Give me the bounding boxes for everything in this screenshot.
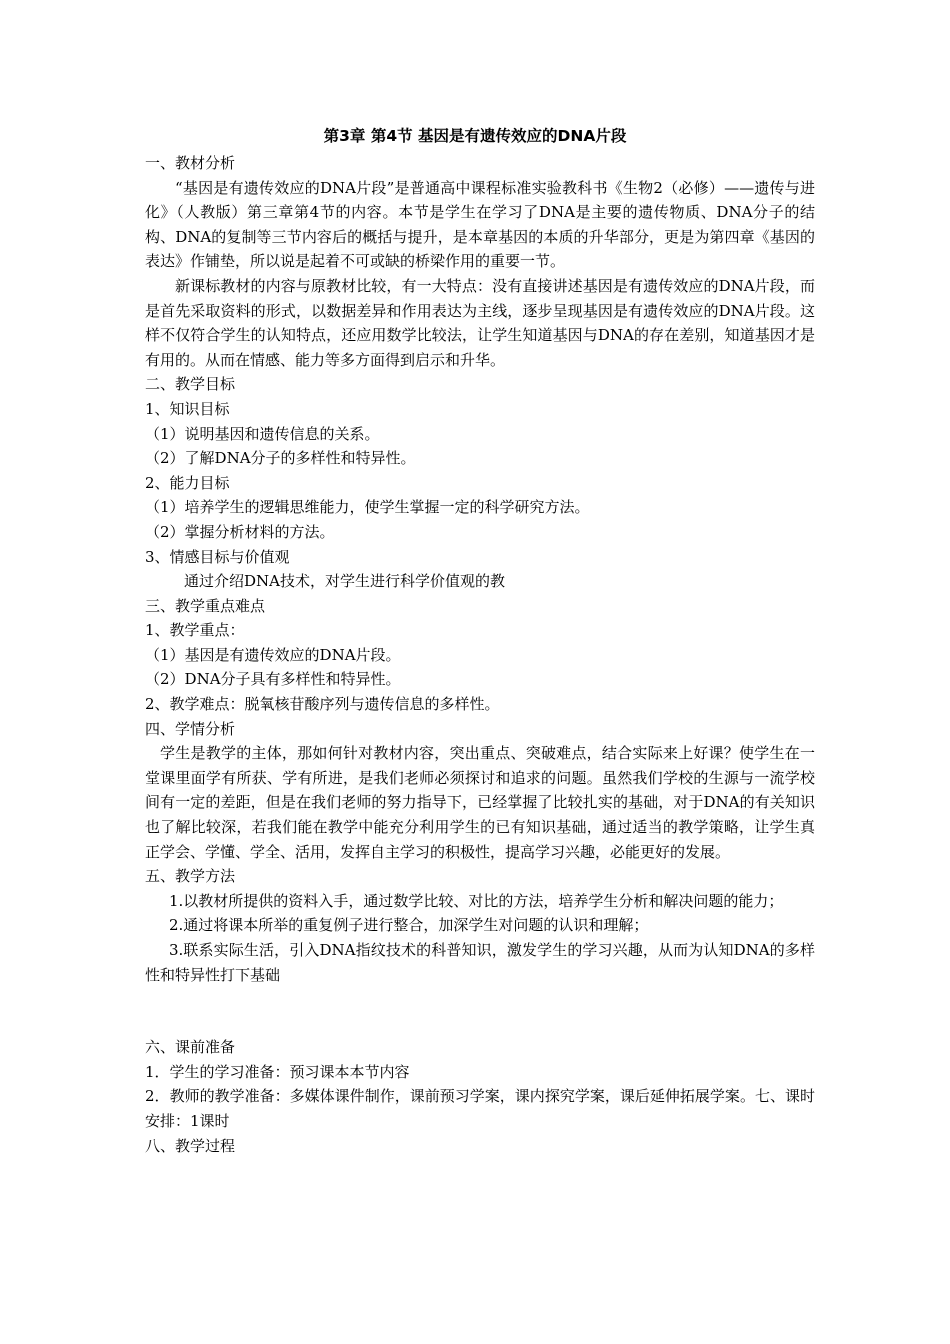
paragraph-student-analysis: 学生是教学的主体，那如何针对教材内容，突出重点、突破难点，结合实际来上好课？使学生在一堂课里面学有所获、学有所进，是我们老师必须探讨和追求的问题。虽然我们学校的生源与一流学校间有一定的差距，但是在我们老师的努力指导下，已经掌握了比较扎实的基础，对于DNA的有关知识也了解比较深，若我们能在教学中能充分利用学生的已有知识基础，通过适当的教学策略，让学生真正学会、学懂、学全、活用，发挥自主学习的积极性，提高学习兴趣，必能更好的发展。 <box>145 744 815 861</box>
emotion-goal-item: 通过介绍DNA技术，对学生进行科学价值观的教 <box>184 572 505 591</box>
method-item: 1.以教材所提供的资料入手，通过数学比较、对比的方法，培养学生分析和解决问题的能力； <box>169 891 784 910</box>
section-heading-student-analysis: 四、学情分析 <box>145 719 236 738</box>
method-item: 2.通过将课本所举的重复例子进行整合，加深学生对问题的认识和理解； <box>169 916 649 935</box>
key-point-item: （2）DNA分子具有多样性和特异性。 <box>145 670 401 689</box>
section-heading-teaching-process: 八、教学过程 <box>145 1136 236 1155</box>
section-heading-teaching-goals: 二、教学目标 <box>145 375 236 394</box>
section-heading-preparation: 六、课前准备 <box>145 1038 236 1057</box>
paragraph-material-comparison: 新课标教材的内容与原教材比较，有一大特点：没有直接讲述基因是有遗传效应的DNA片段，而是首先采取资料的形式，以数据差异和作用表达为主线，逐步呈现基因是有遗传效应的DNA片段。这样不仅符合学生的认知特点，还应用数学比较法，让学生知道基因与DNA的存在差别，知道基因才是有用的。从而在情感、能力等多方面得到启示和升华。 <box>145 276 815 369</box>
subheading-knowledge-goals: 1、知识目标 <box>145 399 230 418</box>
knowledge-goal-item: （2）了解DNA分子的多样性和特异性。 <box>145 449 416 468</box>
difficult-point: 2、教学难点：脱氧核苷酸序列与遗传信息的多样性。 <box>145 695 500 714</box>
subheading-ability-goals: 2、能力目标 <box>145 473 230 492</box>
ability-goal-item: （1）培养学生的逻辑思维能力，使学生掌握一定的科学研究方法。 <box>145 498 590 517</box>
preparation-item: 2．教师的教学准备：多媒体课件制作，课前预习学案，课内探究学案，课后延伸拓展学案。七、课时安排：1课时 <box>145 1087 815 1130</box>
method-item: 3.联系实际生活，引入DNA指纹技术的科普知识，激发学生的学习兴趣，从而为认知DNA的多样性和特异性打下基础 <box>145 941 815 984</box>
subheading-emotion-goals: 3、情感目标与价值观 <box>145 547 290 566</box>
section-heading-key-points: 三、教学重点难点 <box>145 596 266 615</box>
subheading-key-point: 1、教学重点： <box>145 621 245 640</box>
document-title: 第3章 第4节 基因是有遗传效应的DNA片段 <box>323 127 627 145</box>
document-body <box>145 151 815 1158</box>
preparation-item: 1．学生的学习准备：预习课本本节内容 <box>145 1062 410 1081</box>
key-point-item: （1）基因是有遗传效应的DNA片段。 <box>145 645 401 664</box>
knowledge-goal-item: （1）说明基因和遗传信息的关系。 <box>145 424 380 443</box>
section-heading-teaching-methods: 五、教学方法 <box>145 867 236 886</box>
blank-gap <box>145 987 815 1035</box>
paragraph-material-intro: “基因是有遗传效应的DNA片段”是普通高中课程标准实验教科书《生物2（必修）——遗传与进化》（人教版）第三章第4节的内容。本节是学生在学习了DNA是主要的遗传物质、DNA分子的结构、DNA的复制等三节内容后的概括与提升，是本章基因的本质的升华部分，更是为第四章《基因的表达》作铺垫，所以说是起着不可或缺的桥梁作用的重要一节。 <box>145 178 815 271</box>
ability-goal-item: （2）掌握分析材料的方法。 <box>145 522 335 541</box>
section-heading-material-analysis: 一、教材分析 <box>145 154 236 172</box>
